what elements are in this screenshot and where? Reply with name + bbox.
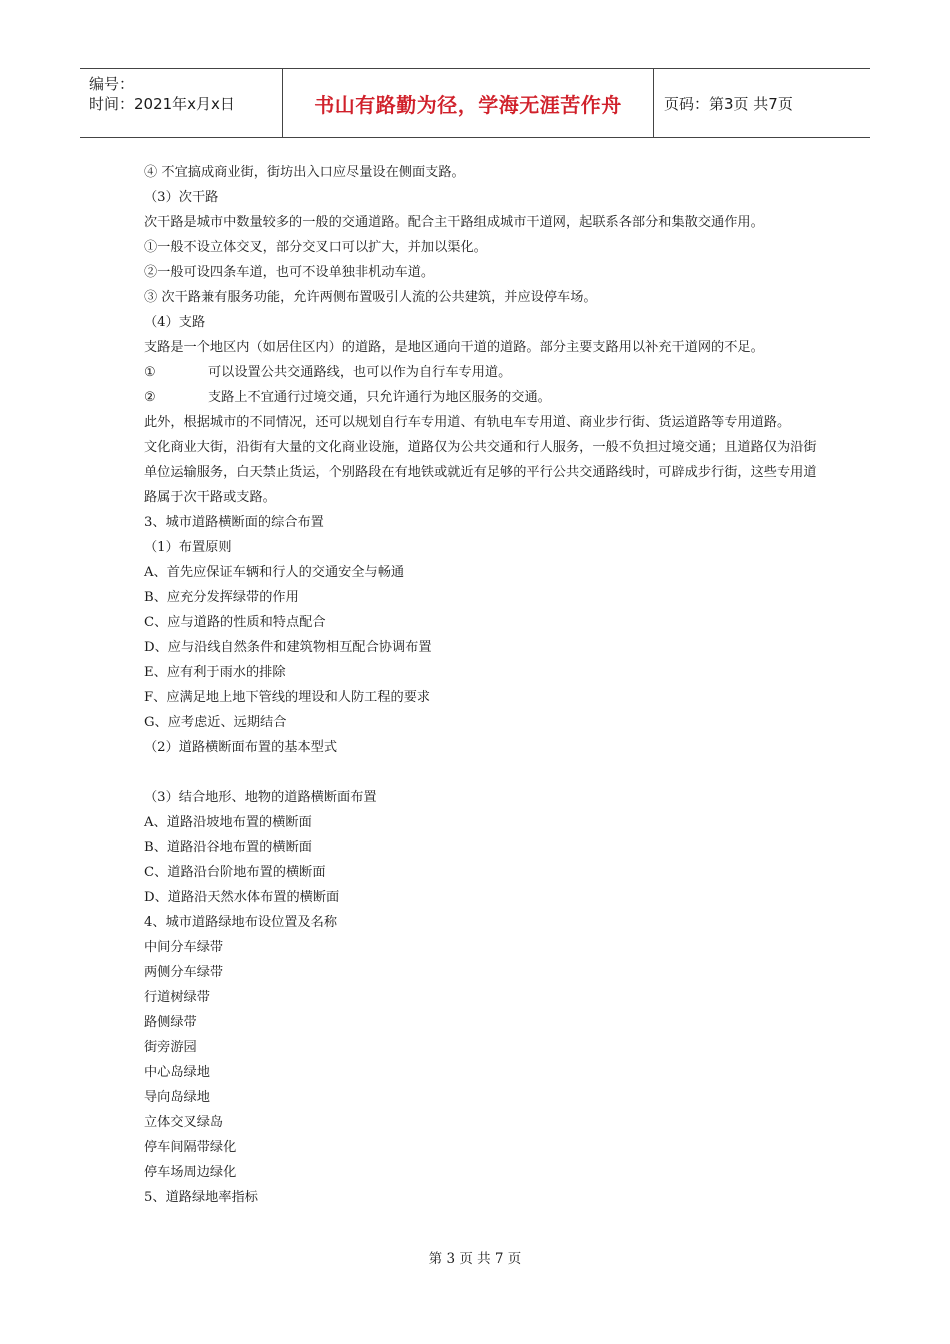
list-item: C、道路沿台阶地布置的横断面 (144, 865, 326, 880)
list-item: A、首先应保证车辆和行人的交通安全与畅通 (144, 565, 405, 580)
header-right-cell (654, 69, 870, 137)
paragraph: 文化商业大街，沿街有大量的文化商业设施，道路仅为公共交通和行人服务，一般不负担过境交通；且道路仅为沿街单位运输服务，白天禁止货运，个别路段在有地铁或就近有足够的平行公共交通路线时，可辟成步行街，这些专用道路属于次干路或支路。 (144, 440, 817, 505)
text-line: 次干路是城市中数量较多的一般的交通道路。配合主干路组成城市干道网，起联系各部分和集散交通作用。 (144, 215, 764, 230)
subsection-heading: （3）结合地形、地物的道路横断面布置 (144, 790, 377, 805)
header-motto: 书山有路勤为径，学海无涯苦作舟 (314, 92, 622, 117)
item-text: 可以设置公共交通路线，也可以作为自行车专用道。 (208, 365, 512, 380)
document-body (144, 160, 824, 1210)
section-heading: 3、城市道路横断面的综合布置 (144, 515, 324, 530)
item-number: ① (144, 365, 156, 380)
numbered-item (144, 360, 824, 385)
item-text: 支路上不宜通行过境交通，只允许通行为地区服务的交通。 (208, 390, 551, 405)
list-item: 停车场周边绿化 (144, 1165, 237, 1180)
page-header (80, 68, 870, 138)
number-label: 编号： (89, 75, 135, 93)
section-heading: 5、道路绿地率指标 (144, 1190, 258, 1205)
list-item: 停车间隔带绿化 (144, 1140, 237, 1155)
list-item: D、应与沿线自然条件和建筑物相互配合协调布置 (144, 640, 432, 655)
text-line: （3）次干路 (144, 190, 219, 205)
text-line: ④ 不宜搞成商业街，街坊出入口应尽量设在侧面支路。 (144, 165, 465, 180)
item-number: ② (144, 390, 156, 405)
list-item: 路侧绿带 (144, 1015, 197, 1030)
list-item: C、应与道路的性质和特点配合 (144, 615, 326, 630)
paragraph: 此外，根据城市的不同情况，还可以规划自行车专用道、有轨电车专用道、商业步行街、货运道路等专用道路。 (144, 415, 791, 430)
list-item: B、应充分发挥绿带的作用 (144, 590, 299, 605)
list-item: 两侧分车绿带 (144, 965, 224, 980)
list-item: B、道路沿谷地布置的横断面 (144, 840, 312, 855)
list-item: 中心岛绿地 (144, 1065, 210, 1080)
time-label: 时间：2021年x月x日 (89, 95, 235, 113)
list-item: 立体交叉绿岛 (144, 1115, 224, 1130)
text-line: （4）支路 (144, 315, 206, 330)
subsection-heading: （2）道路横断面布置的基本型式 (144, 740, 338, 755)
blank-line (144, 760, 824, 785)
section-heading: 4、城市道路绿地布设位置及名称 (144, 915, 338, 930)
subsection-heading: （1）布置原则 (144, 540, 232, 555)
page-footer: 第 3 页 共 7 页 (428, 1251, 522, 1267)
list-item: 行道树绿带 (144, 990, 210, 1005)
list-item: D、道路沿天然水体布置的横断面 (144, 890, 340, 905)
list-item: 街旁游园 (144, 1040, 197, 1055)
text-line: 支路是一个地区内（如居住区内）的道路，是地区通向干道的道路。部分主要支路用以补充干道网的不足。 (144, 340, 764, 355)
header-middle-cell (283, 69, 654, 137)
list-item: 中间分车绿带 (144, 940, 224, 955)
text-line: ②一般可设四条车道，也可不设单独非机动车道。 (144, 265, 435, 280)
header-left-cell (80, 69, 283, 137)
list-item: 导向岛绿地 (144, 1090, 210, 1105)
list-item: E、应有利于雨水的排除 (144, 665, 286, 680)
header-page-label: 页码：第3页 共7页 (664, 94, 793, 113)
list-item: F、应满足地上地下管线的埋设和人防工程的要求 (144, 690, 431, 705)
list-item: A、道路沿坡地布置的横断面 (144, 815, 312, 830)
text-line: ③ 次干路兼有服务功能，允许两侧布置吸引人流的公共建筑，并应设停车场。 (144, 290, 597, 305)
numbered-item (144, 385, 824, 410)
text-line: ①一般不设立体交叉，部分交叉口可以扩大，并加以渠化。 (144, 240, 487, 255)
list-item: G、应考虑近、远期结合 (144, 715, 287, 730)
